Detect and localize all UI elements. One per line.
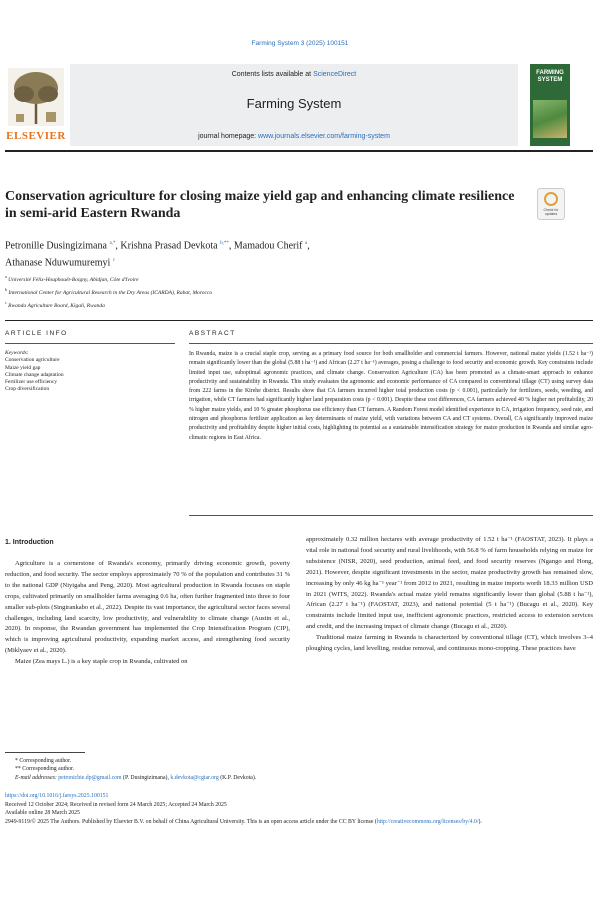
author-name[interactable]: Athanase Nduwumuremyi <box>5 257 111 269</box>
author-sup[interactable]: a <box>304 241 308 246</box>
footnote-emails <box>5 774 585 782</box>
journal-cover[interactable] <box>530 64 570 146</box>
email-label: E-mail addresses: <box>15 774 57 781</box>
check-updates-label: Check for updates <box>543 208 559 216</box>
body-paragraph: Agriculture is a cornerstone of Rwanda's economy, primarily driving economic growth, poverty reduction, and food security. The sector employs approximately 70 % of the population and contributes 31 % to the national GDP (Niyigaba and Peng, 2020). Most agricultural production in Rwanda focuses on staple crops, cultivated primarily on smallholder farms averaging 0.6 ha, often further fragmented into three to four smaller sub-plots (Singirankabo et al., 2022). Despite its vast importance, the agricultural sector faces several challenges, including land scarcity, low productivity, and vulnerability to climate change (Austin et al., 2020). In response, the Rwandan government has implemented the Crop Intensification Program (CIP), which is improving agricultural productivity, expanding market access, and strengthening food security (Miklyaev et al., 2020). <box>5 560 290 655</box>
contents-prefix: Contents lists available at <box>231 71 314 78</box>
body-column-left <box>5 559 290 668</box>
available-online: Available online 28 March 2025 <box>5 810 80 817</box>
journal-reference[interactable]: Farming System 3 (2025) 100151 <box>251 40 349 47</box>
footnote-rule <box>5 752 85 753</box>
homepage-link[interactable]: www.journals.elsevier.com/farming-system <box>258 133 390 140</box>
affiliations <box>5 272 525 310</box>
journal-name: Farming System <box>246 96 342 111</box>
license-link[interactable]: http://creativecommons.org/licenses/by/4.0/ <box>376 819 479 826</box>
abstract-heading: ABSTRACT <box>189 330 236 337</box>
email-owner: (K.P. Devkota). <box>220 774 257 781</box>
sciencedirect-link[interactable]: ScienceDirect <box>313 71 357 78</box>
affiliation-item: $^c$ Rwanda Agriculture Board, Kigali, Rwanda <box>5 299 105 309</box>
keywords-block <box>5 350 175 394</box>
body-paragraph: Traditional maize farming in Rwanda is characterized by conventional tillage (CT), which involves 3–4 ploughing cycles, land levelling, residue removal, and continuous mono-cropping. These practices have <box>306 634 593 653</box>
keyword: Fertilizer use efficiency <box>5 379 58 386</box>
cover-field-image <box>533 100 567 138</box>
received-dates: Received 12 October 2024; Received in revised form 24 March 2025; Accepted 24 March 2025 <box>5 801 227 808</box>
article-history <box>5 792 593 827</box>
keyword: Climate change adaptation <box>5 371 64 378</box>
abstract-text: In Rwanda, maize is a crucial staple crop, serving as a primary food source for both smallholder and commercial farmers. However, national maize yields (1.52 t ha⁻¹) remain significantly lower than the global (5.88 t ha⁻¹) and African (2.27 t ha⁻¹) averages, posing a challenge to food security and economic growth. Key constraints include limited input use, suboptimal agronomic practices, and climate change. Conservation Agriculture (CA) has been promoted as a climate-smart approach to enhance productivity and sustainability in Rwanda. This study evaluates the agronomic and economic performance of CA compared to conventional tillage (CT) using survey data from 222 farms in the Kirehe district. Results show that CA farmers incurred higher total production costs (p < 0.001), particularly for fertilizers, seeds, weeding, and irrigation, while CT farmers had significantly higher land preparation costs (p < 0.001). Despite these cost differences, CA farmers achieved 40 % higher net profitability, 20 % higher maize yields, and 10 % greater phosphorus use efficiency than CT farmers. A Random Forest model identified experience in CA, irrigation frequency, seed rate, and nitrogen and phosphorus fertilizer application as key determinants of maize yield, with variations between CA and CT systems. Overall, CA significantly improved maize productivity and profitability despite higher initial costs, highlighting its potential as a sustainable intensification strategy for maize production in Rwanda and similar agro-climatic regions in East Africa. <box>189 351 593 441</box>
author-name[interactable]: Petronille Dusingizimana <box>5 240 107 252</box>
article-info-heading: ARTICLE INFO <box>5 330 68 337</box>
author-sup[interactable]: a,* <box>109 241 116 246</box>
keyword: Crop diversification <box>5 386 50 393</box>
introduction-heading: 1. Introduction <box>5 539 54 546</box>
homepage-prefix: journal homepage: <box>198 133 259 140</box>
author-sup[interactable]: c <box>112 258 115 264</box>
author-list: Petronille Dusingizimana $^{a,*}$, Krishna Prasad Devkota $^{b,**}$, Mamadou Cherif $^a$, Athanase Nduwumuremyi $^c$ <box>5 240 310 269</box>
elsevier-logo <box>2 64 70 146</box>
affiliation-item: $^a$ Université Félix-Houphouët-Boigny, Abidjan, Côte d'Ivoire <box>5 274 139 283</box>
cover-title <box>530 70 570 84</box>
article-info-rule <box>5 343 175 344</box>
footnotes <box>5 757 585 782</box>
body-column-right <box>306 535 593 655</box>
footnote-corresponding-1: * Corresponding author. <box>15 758 72 764</box>
email-link[interactable]: k.devkota@cgiar.org <box>170 774 219 781</box>
abstract-rule <box>189 343 593 344</box>
body-paragraph: approximately 0.32 million hectares with average productivity of 1.52 t ha⁻¹ (FAOSTAT, 2023). It plays a vital role in national food security and rural livelihoods, with 56.8 % of farm households relying on maize for subsistence (NISR, 2020), seed production, animal feed, and food security reserves (Ngango and Hong, 2021). However, despite significant investments in the sector, maize productivity growth has remained slow, increasing by only 46 kg ha⁻¹ year⁻¹ from 2012 to 2021, resulting in maize imports worth 18.33 million USD in 2021 (WITS, 2022). Rwanda's actual maize yield remains significantly lower than global (5.88 t ha⁻¹), African (2.27 t ha⁻¹) (FAOSTAT, 2023), and national potential (5 t ha⁻¹) (Bucagu et al., 2020). Key constraints include limited input use, inefficient agronomic practices, restricted access to extension services and credit, and the increasing impact of climate change (Bucagu et al., 2020). <box>306 536 593 631</box>
cover-title-line-1: FARMING <box>536 70 564 76</box>
cover-title-line-2: SYSTEM <box>537 77 563 83</box>
keywords-label: Keywords: <box>5 350 29 356</box>
email-link[interactable]: petronichie.dp@gmail.com <box>58 774 122 781</box>
license-statement: 2949-9119/© 2025 The Authors. Published by Elsevier B.V. on behalf of China Agricultural University. This is an open access article under the CC BY license (http://creativecommons.org/licenses/by/4.0/). <box>5 819 482 826</box>
article-title: Conservation agriculture for closing maize yield gap and enhancing climate resilience in semi-arid Eastern Rwanda <box>5 189 515 221</box>
check-updates-icon <box>544 192 558 206</box>
doi-link[interactable]: https://doi.org/10.1016/j.farsys.2025.100151 <box>5 793 109 799</box>
affiliation-item: $^b$ International Center for Agricultural Research in the Dry Areas (ICARDA), Rabat, Morocco <box>5 286 213 296</box>
keyword: Conservation agriculture <box>5 357 60 364</box>
homepage-line <box>70 133 518 140</box>
keyword: Maize yield gap <box>5 364 41 371</box>
section-rule <box>5 320 593 321</box>
abstract-bottom-rule <box>189 515 593 516</box>
body-paragraph: Maize (Zea mays L.) is a key staple crop in Rwanda, cultivated on <box>15 658 188 666</box>
elsevier-wordmark: ELSEVIER <box>6 130 66 142</box>
email-owner: (P. Dusingizimana), <box>123 774 169 781</box>
check-for-updates-badge[interactable] <box>537 188 565 220</box>
author-sup[interactable]: b,** <box>220 241 229 246</box>
footnote-corresponding-2: ** Corresponding author. <box>15 766 75 773</box>
contents-line <box>70 71 518 78</box>
author-name[interactable]: Mamadou Cherif <box>233 240 303 252</box>
author-name[interactable]: Krishna Prasad Devkota <box>120 240 218 252</box>
header-rule <box>5 150 593 152</box>
